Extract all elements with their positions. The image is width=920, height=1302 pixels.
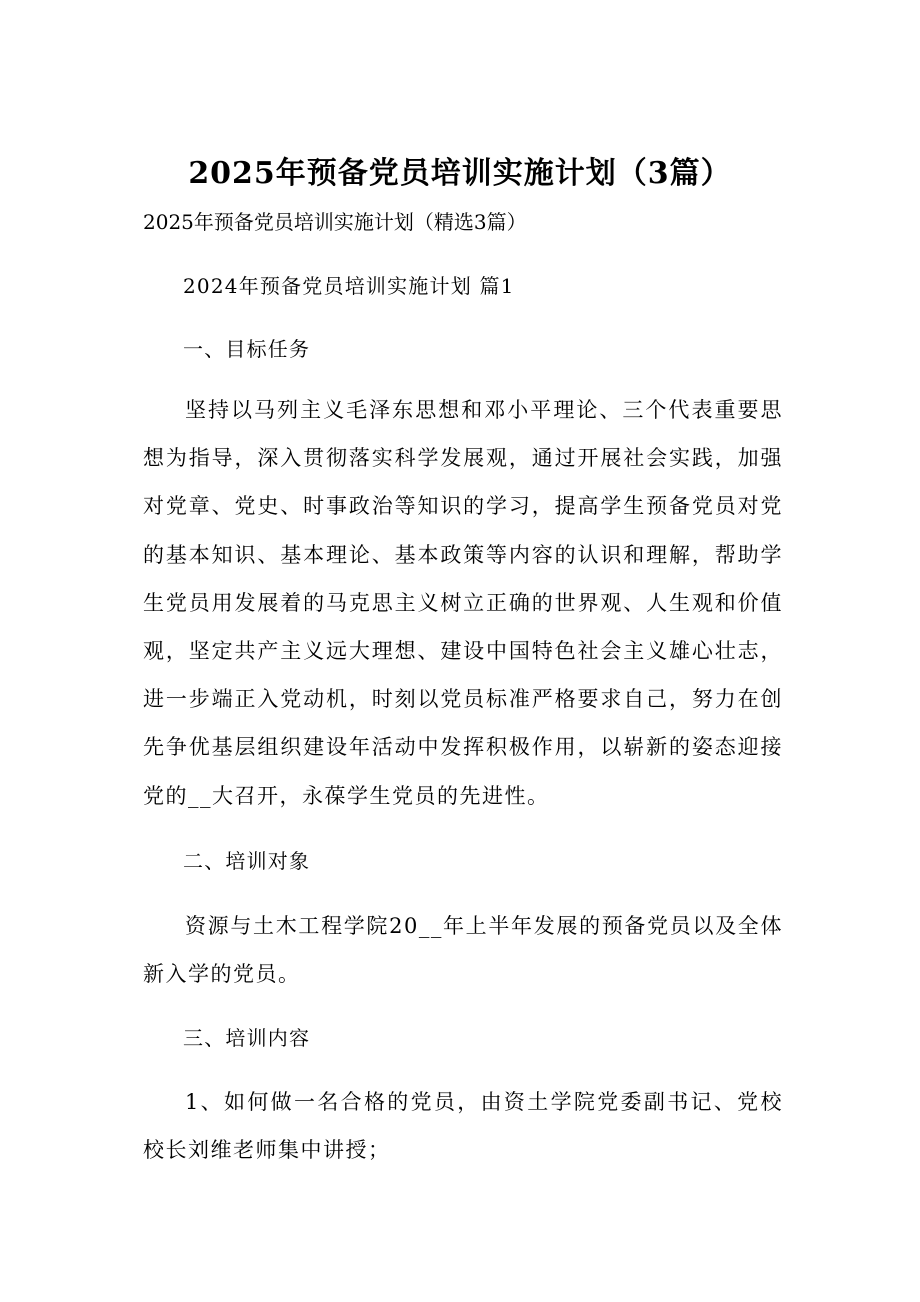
heading-content: 三、培训内容 (183, 1026, 311, 1050)
heading-goals: 一、目标任务 (183, 337, 311, 361)
paragraph-goals: 坚持以马列主义毛泽东思想和邓小平理论、三个代表重要思想为指导，深入贯彻落实科学发展观，通过开展社会实践，加强对党章、党史、时事政治等知识的学习，提高学生预备党员对党的基本知识、基本理论、基本政策等内容的认识和理解，帮助学生党员用发展着的马克思主义树立正确的世界观、人生观和价值观，坚定共产主义远大理想、建设中国特色社会主义雄心壮志，进一步端正入党动机，时刻以党员标准严格要求自己，努力在创先争优基层组织建设年活动中发挥积极作用，以崭新的姿态迎接党的__大召开，永葆学生党员的先进性。 (143, 398, 783, 808)
paragraph-content-item-1: 1、如何做一名合格的党员，由资土学院党委副书记、党校校长刘维老师集中讲授； (143, 1090, 783, 1163)
document-subtitle: 2025年预备党员培训实施计划（精选3篇） (143, 210, 527, 234)
paragraph-targets: 资源与土木工程学院20__年上半年发展的预备党员以及全体新入学的党员。 (143, 914, 783, 987)
heading-targets: 二、培训对象 (183, 849, 311, 873)
section-heading: 2024年预备党员培训实施计划 篇1 (183, 274, 515, 298)
document-title: 2025年预备党员培训实施计划（3篇） (188, 156, 732, 191)
